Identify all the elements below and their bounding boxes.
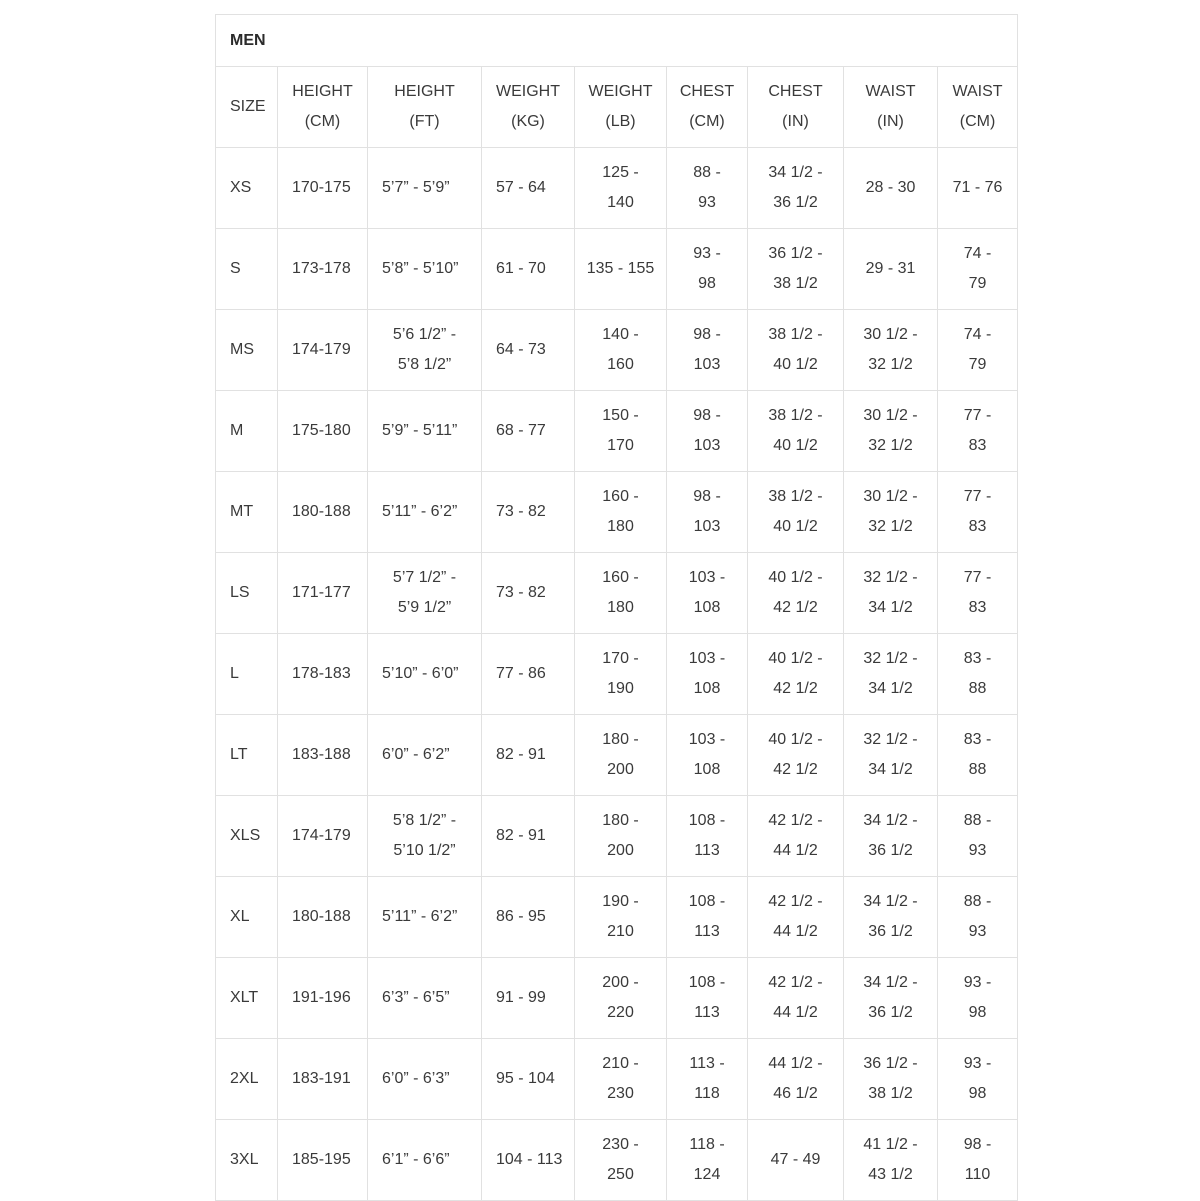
table-row <box>216 796 1018 877</box>
table-cell: 178-183 <box>278 634 368 715</box>
table-cell: 41 1/2 - 43 1/2 <box>844 1120 938 1201</box>
table-cell: 108 - 113 <box>667 958 748 1039</box>
table-cell: 73 - 82 <box>482 472 575 553</box>
table-cell: 42 1/2 - 44 1/2 <box>748 958 844 1039</box>
size-cell: M <box>216 391 278 472</box>
table-cell: 36 1/2 - 38 1/2 <box>844 1039 938 1120</box>
table-cell: 30 1/2 - 32 1/2 <box>844 391 938 472</box>
table-cell: 6’0” - 6’2” <box>368 715 482 796</box>
column-header: WAIST (CM) <box>938 67 1018 148</box>
table-cell: 91 - 99 <box>482 958 575 1039</box>
table-cell: 88 - 93 <box>938 877 1018 958</box>
table-row <box>216 553 1018 634</box>
size-cell: XLS <box>216 796 278 877</box>
table-cell: 103 - 108 <box>667 715 748 796</box>
table-cell: 34 1/2 - 36 1/2 <box>844 877 938 958</box>
table-cell: 180 - 200 <box>575 796 667 877</box>
table-cell: 40 1/2 - 42 1/2 <box>748 634 844 715</box>
table-cell: 82 - 91 <box>482 715 575 796</box>
table-cell: 38 1/2 - 40 1/2 <box>748 310 844 391</box>
table-cell: 38 1/2 - 40 1/2 <box>748 391 844 472</box>
table-cell: 61 - 70 <box>482 229 575 310</box>
table-cell: 113 - 118 <box>667 1039 748 1120</box>
table-cell: 175-180 <box>278 391 368 472</box>
table-cell: 174-179 <box>278 310 368 391</box>
table-cell: 5’7 1/2” - 5’9 1/2” <box>368 553 482 634</box>
table-cell: 183-188 <box>278 715 368 796</box>
table-cell: 108 - 113 <box>667 796 748 877</box>
table-cell: 71 - 76 <box>938 148 1018 229</box>
table-cell: 42 1/2 - 44 1/2 <box>748 796 844 877</box>
table-row <box>216 229 1018 310</box>
table-cell: 5’8” - 5’10” <box>368 229 482 310</box>
table-cell: 93 - 98 <box>938 1039 1018 1120</box>
table-cell: 83 - 88 <box>938 715 1018 796</box>
table-row <box>216 310 1018 391</box>
size-cell: LS <box>216 553 278 634</box>
table-cell: 42 1/2 - 44 1/2 <box>748 877 844 958</box>
table-cell: 38 1/2 - 40 1/2 <box>748 472 844 553</box>
table-cell: 95 - 104 <box>482 1039 575 1120</box>
table-cell: 5’8 1/2” - 5’10 1/2” <box>368 796 482 877</box>
size-cell: MT <box>216 472 278 553</box>
table-cell: 77 - 86 <box>482 634 575 715</box>
table-cell: 30 1/2 - 32 1/2 <box>844 310 938 391</box>
size-cell: LT <box>216 715 278 796</box>
table-cell: 32 1/2 - 34 1/2 <box>844 715 938 796</box>
table-cell: 30 1/2 - 32 1/2 <box>844 472 938 553</box>
size-cell: XLT <box>216 958 278 1039</box>
table-cell: 5’9” - 5’11” <box>368 391 482 472</box>
table-cell: 160 - 180 <box>575 472 667 553</box>
table-cell: 29 - 31 <box>844 229 938 310</box>
table-cell: 150 - 170 <box>575 391 667 472</box>
table-cell: 170-175 <box>278 148 368 229</box>
table-cell: 185-195 <box>278 1120 368 1201</box>
table-body <box>216 148 1018 1201</box>
table-cell: 34 1/2 - 36 1/2 <box>844 958 938 1039</box>
table-cell: 73 - 82 <box>482 553 575 634</box>
size-cell: MS <box>216 310 278 391</box>
table-cell: 74 - 79 <box>938 310 1018 391</box>
table-row <box>216 634 1018 715</box>
table-cell: 5’10” - 6’0” <box>368 634 482 715</box>
table-cell: 108 - 113 <box>667 877 748 958</box>
table-cell: 77 - 83 <box>938 391 1018 472</box>
table-cell: 200 - 220 <box>575 958 667 1039</box>
table-cell: 88 - 93 <box>667 148 748 229</box>
column-header: WEIGHT (KG) <box>482 67 575 148</box>
size-cell: S <box>216 229 278 310</box>
header-row <box>216 67 1018 148</box>
table-cell: 40 1/2 - 42 1/2 <box>748 715 844 796</box>
table-row <box>216 472 1018 553</box>
table-cell: 28 - 30 <box>844 148 938 229</box>
table-cell: 6’3” - 6’5” <box>368 958 482 1039</box>
table-row <box>216 1039 1018 1120</box>
column-header: HEIGHT (CM) <box>278 67 368 148</box>
column-header: WAIST (IN) <box>844 67 938 148</box>
column-header: CHEST (CM) <box>667 67 748 148</box>
table-cell: 135 - 155 <box>575 229 667 310</box>
table-cell: 191-196 <box>278 958 368 1039</box>
table-cell: 5’6 1/2” - 5’8 1/2” <box>368 310 482 391</box>
table-cell: 64 - 73 <box>482 310 575 391</box>
table-cell: 93 - 98 <box>667 229 748 310</box>
table-cell: 125 - 140 <box>575 148 667 229</box>
table-row <box>216 715 1018 796</box>
table-row <box>216 877 1018 958</box>
table-row <box>216 391 1018 472</box>
table-cell: 230 - 250 <box>575 1120 667 1201</box>
size-cell: 3XL <box>216 1120 278 1201</box>
table-cell: 103 - 108 <box>667 634 748 715</box>
table-cell: 32 1/2 - 34 1/2 <box>844 553 938 634</box>
table-cell: 160 - 180 <box>575 553 667 634</box>
table-cell: 77 - 83 <box>938 553 1018 634</box>
table-cell: 88 - 93 <box>938 796 1018 877</box>
column-header: SIZE <box>216 67 278 148</box>
table-cell: 86 - 95 <box>482 877 575 958</box>
table-cell: 83 - 88 <box>938 634 1018 715</box>
table-cell: 47 - 49 <box>748 1120 844 1201</box>
table-cell: 183-191 <box>278 1039 368 1120</box>
table-cell: 118 - 124 <box>667 1120 748 1201</box>
table-cell: 6’0” - 6’3” <box>368 1039 482 1120</box>
table-cell: 104 - 113 <box>482 1120 575 1201</box>
table-cell: 36 1/2 - 38 1/2 <box>748 229 844 310</box>
column-header: HEIGHT (FT) <box>368 67 482 148</box>
table-cell: 5’11” - 6’2” <box>368 877 482 958</box>
size-cell: 2XL <box>216 1039 278 1120</box>
table-cell: 170 - 190 <box>575 634 667 715</box>
table-cell: 74 - 79 <box>938 229 1018 310</box>
table-cell: 180 - 200 <box>575 715 667 796</box>
table-cell: 98 - 103 <box>667 391 748 472</box>
table-cell: 180-188 <box>278 877 368 958</box>
size-cell: L <box>216 634 278 715</box>
table-cell: 103 - 108 <box>667 553 748 634</box>
table-cell: 173-178 <box>278 229 368 310</box>
table-cell: 180-188 <box>278 472 368 553</box>
table-cell: 32 1/2 - 34 1/2 <box>844 634 938 715</box>
table-cell: 68 - 77 <box>482 391 575 472</box>
table-row <box>216 148 1018 229</box>
size-cell: XL <box>216 877 278 958</box>
table-cell: 93 - 98 <box>938 958 1018 1039</box>
table-cell: 98 - 103 <box>667 472 748 553</box>
table-cell: 57 - 64 <box>482 148 575 229</box>
table-cell: 210 - 230 <box>575 1039 667 1120</box>
table-cell: 6’1” - 6’6” <box>368 1120 482 1201</box>
table-cell: 98 - 103 <box>667 310 748 391</box>
table-cell: 98 - 110 <box>938 1120 1018 1201</box>
column-header: WEIGHT (LB) <box>575 67 667 148</box>
table-title: MEN <box>216 15 1018 67</box>
table-cell: 40 1/2 - 42 1/2 <box>748 553 844 634</box>
table-row <box>216 958 1018 1039</box>
table-cell: 34 1/2 - 36 1/2 <box>748 148 844 229</box>
table-cell: 34 1/2 - 36 1/2 <box>844 796 938 877</box>
column-header: CHEST (IN) <box>748 67 844 148</box>
table-cell: 171-177 <box>278 553 368 634</box>
table-cell: 44 1/2 - 46 1/2 <box>748 1039 844 1120</box>
table-row <box>216 1120 1018 1201</box>
table-cell: 190 - 210 <box>575 877 667 958</box>
size-chart <box>215 14 1017 1201</box>
table-cell: 82 - 91 <box>482 796 575 877</box>
size-table <box>215 14 1018 1201</box>
table-cell: 5’7” - 5’9” <box>368 148 482 229</box>
table-cell: 5’11” - 6’2” <box>368 472 482 553</box>
table-cell: 77 - 83 <box>938 472 1018 553</box>
table-cell: 174-179 <box>278 796 368 877</box>
table-cell: 140 - 160 <box>575 310 667 391</box>
size-cell: XS <box>216 148 278 229</box>
